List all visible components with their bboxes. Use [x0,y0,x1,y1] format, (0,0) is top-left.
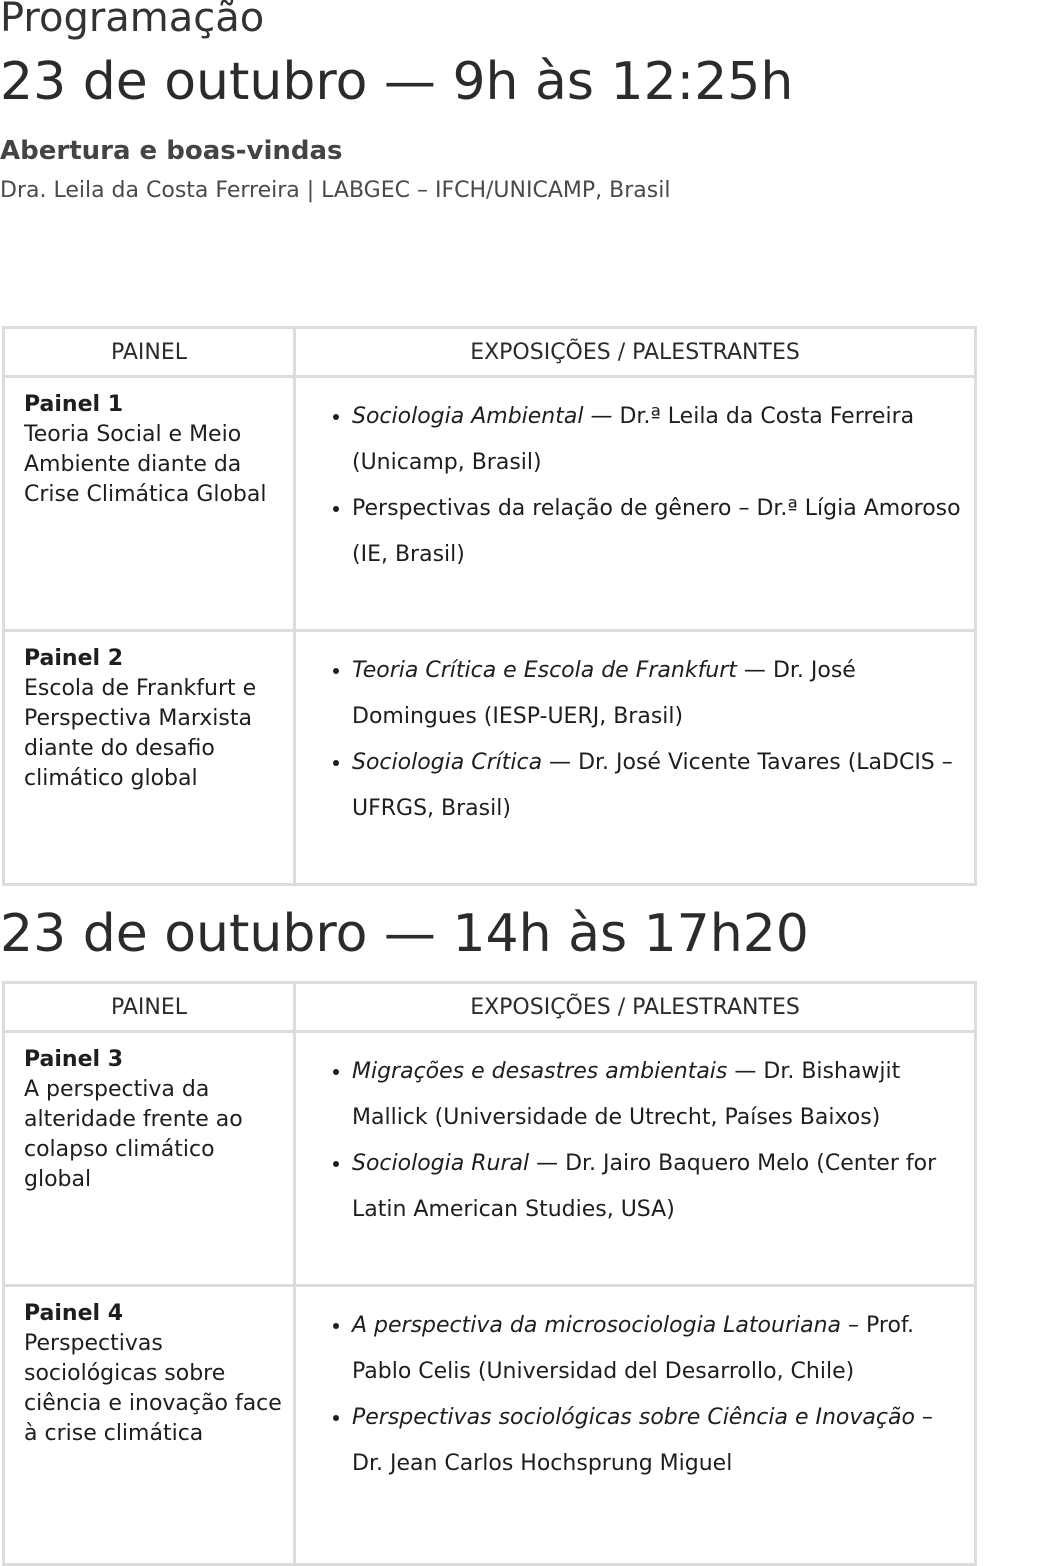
talk-title: Migrações e desastres ambientais [352,1059,728,1084]
talk-speaker: Dr. Jean Carlos Hochsprung Miguel [352,1451,733,1476]
table-row [4,377,976,631]
panel-cell [4,1032,295,1286]
list-item [352,486,966,578]
talk-list [324,394,966,578]
panel-name: Perspectivas sociológicas sobre ciência e inovação face à crise climática [24,1331,282,1446]
header-talks: EXPOSIÇÕES / PALESTRANTES [295,328,976,377]
panel-cell [4,377,295,631]
talk-separator: — [529,1151,566,1176]
opening-title: Abertura e boas-vindas [0,136,343,166]
table-header-row [4,328,976,377]
talk-list [324,1049,966,1233]
header-talks: EXPOSIÇÕES / PALESTRANTES [295,983,976,1032]
talk-speaker: Dr.ª Leila da Costa Ferreira (Unicamp, Brasil) [352,404,915,475]
list-item [352,740,966,832]
page-title: Programação [0,0,265,41]
header-panel: PAINEL [4,328,295,377]
talks-cell [295,1286,976,1565]
schedule-table-day2 [2,981,977,1566]
table-row [4,1286,976,1565]
talk-speaker: Dr. José Vicente Tavares (LaDCIS – UFRGS, Brasil) [352,750,953,821]
list-item [352,1303,966,1395]
panel-cell [4,1286,295,1565]
talk-speaker: Dr. Bishawjit Mallick (Universidade de Utrecht, Países Baixos) [352,1059,901,1130]
list-item [352,394,966,486]
talk-title: Sociologia Ambiental [352,404,584,429]
table-row [4,631,976,885]
talk-separator: — [727,1059,764,1084]
panel-number: Painel 1 [24,392,124,417]
talk-speaker: Perspectivas da relação de gênero – Dr.ª Lígia Amoroso (IE, Brasil) [352,496,961,567]
talk-speaker: Prof. Pablo Celis (Universidad del Desarrollo, Chile) [352,1313,915,1384]
list-item [352,1141,966,1233]
talk-separator: – [914,1405,933,1430]
talk-title: Perspectivas sociológicas sobre Ciência e Inovação [352,1405,915,1430]
day2-heading: 23 de outubro — 14h às 17h20 [0,904,809,964]
panel-name: Teoria Social e Meio Ambiente diante da Crise Climática Global [24,422,267,507]
talk-title: Sociologia Crítica [352,750,543,775]
talk-speaker: Dr. José Domingues (IESP-UERJ, Brasil) [352,658,856,729]
panel-name: A perspectiva da alteridade frente ao colapso climático global [24,1077,243,1192]
talks-cell [295,1032,976,1286]
talks-cell [295,631,976,885]
day1-heading: 23 de outubro — 9h às 12:25h [0,52,794,112]
talk-speaker: Dr. Jairo Baquero Melo (Center for Latin American Studies, USA) [352,1151,937,1222]
table-header-row [4,983,976,1032]
talk-separator: — [583,404,620,429]
table-row [4,1032,976,1286]
talk-list [324,1303,966,1487]
talks-cell [295,377,976,631]
talk-list [324,648,966,832]
panel-number: Painel 3 [24,1047,124,1072]
list-item [352,1395,966,1487]
header-panel: PAINEL [4,983,295,1032]
talk-separator: – [841,1313,867,1338]
panel-cell [4,631,295,885]
panel-number: Painel 2 [24,646,124,671]
talk-title: Teoria Crítica e Escola de Frankfurt [352,658,737,683]
talk-separator: — [736,658,773,683]
panel-name: Escola de Frankfurt e Perspectiva Marxista diante do desafio climático global [24,676,257,791]
talk-separator: — [542,750,579,775]
schedule-table-day1 [2,326,977,886]
talk-title: A perspectiva da microsociologia Latouriana [352,1313,842,1338]
opening-speaker: Dra. Leila da Costa Ferreira | LABGEC – IFCH/UNICAMP, Brasil [0,178,671,203]
list-item [352,648,966,740]
panel-number: Painel 4 [24,1301,124,1326]
talk-title: Sociologia Rural [352,1151,530,1176]
list-item [352,1049,966,1141]
